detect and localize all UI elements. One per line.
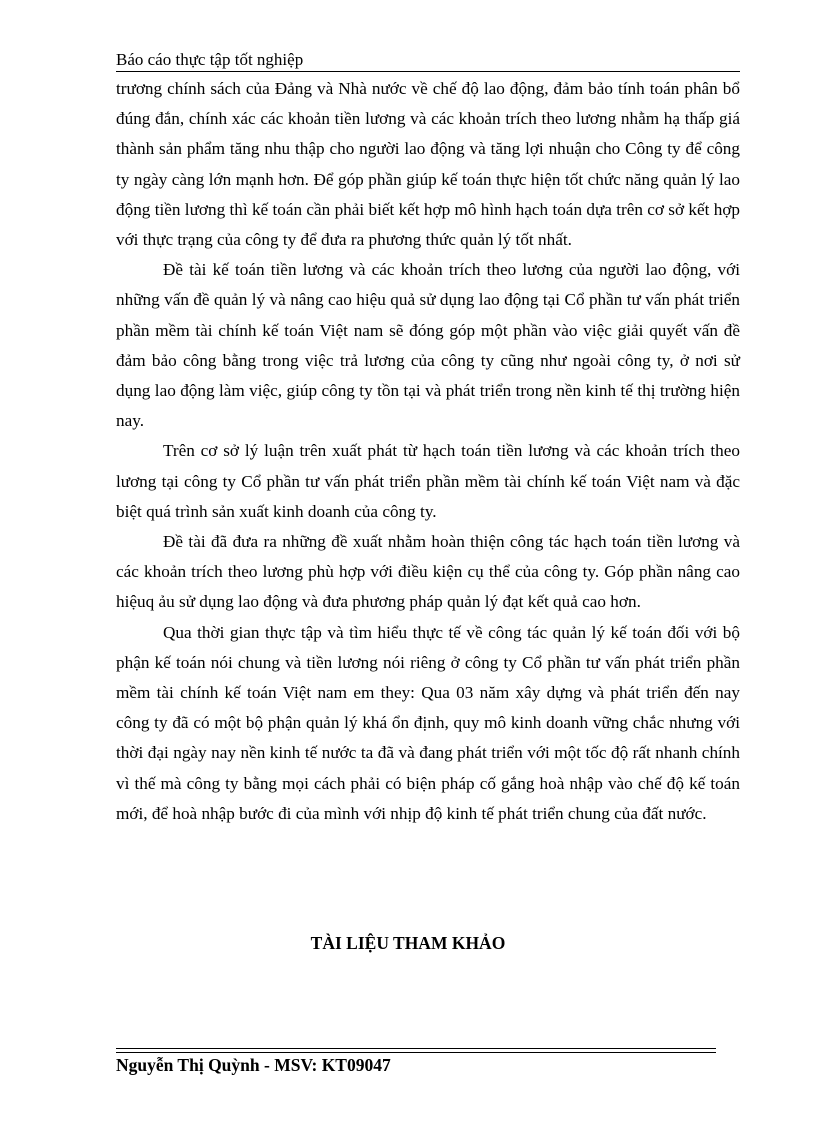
- footer-author: Nguyễn Thị Quỳnh - MSV: KT09047: [116, 1055, 391, 1075]
- header-title: Báo cáo thực tập tốt nghiệp: [116, 50, 304, 69]
- paragraph-continued: trương chính sách của Đảng và Nhà nước về chế độ lao động, đảm bảo tính toán phân bổ đúng đắn, chính xác các khoản tiền lương và các khoản trích theo lương nhằm hạ thấp giá thành sản phẩm tăng nhu thập cho người lao động và tăng lợi nhuận cho Công ty để công ty ngày càng lớn mạnh hơn. Để góp phần giúp kế toán thực hiện tốt chức năng quản lý lao động tiền lương thì kế toán cần phải biết kết hợp mô hình hạch toán dựa trên cơ sở kết hợp với thực trạng của công ty để đưa ra phương thức quản lý tốt nhất.: [116, 79, 740, 250]
- paragraph: Đề tài kế toán tiền lương và các khoản trích theo lương của người lao động, với những vấn đề quản lý và nâng cao hiệu quả sử dụng lao động tại Cổ phần tư vấn phát triển phần mềm tài chính kế toán Việt nam sẽ đóng góp một phần vào việc giải quyết vấn đề đảm bảo công bằng trong việc trả lương của công ty cũng như ngoài công ty, ở nơi sử dụng lao động làm việc, giúp công ty tồn tại và phát triển trong nền kinh tế thị trường hiện nay.: [116, 260, 740, 431]
- body-text: [116, 74, 740, 829]
- paragraph: Đề tài đã đưa ra những đề xuất nhằm hoàn thiện công tác hạch toán tiền lương và các khoản trích theo lương phù hợp với điều kiện cụ thể của công ty. Góp phần nâng cao hiệuq ảu sử dụng lao động và đưa phương pháp quản lý đạt kết quả cao hơn.: [116, 532, 740, 612]
- references-heading: TÀI LIỆU THAM KHẢO: [310, 933, 506, 953]
- paragraph: Qua thời gian thực tập và tìm hiểu thực tế về công tác quản lý kế toán đối với bộ phận kế toán nói chung và tiền lương nói riêng ở công ty Cổ phần tư vấn phát triển phần mềm tài chính kế toán Việt nam em they: Qua 03 năm xây dựng và phát triển đến nay công ty đã có một bộ phận quản lý khá ổn định, quy mô kinh doanh vững chắc nhưng với thời đại ngày nay nền kinh tế nước ta đã và đang phát triển với một tốc độ rất nhanh chính vì thế mà công ty bằng mọi cách phải có biện pháp cố gắng hoà nhập vào chế độ kế toán mới, để hoà nhập bước đi của mình với nhịp độ kinh tế phát triển chung của đất nước.: [116, 622, 740, 823]
- header-divider: [116, 71, 740, 72]
- footer-divider: [116, 1048, 716, 1053]
- paragraph: Trên cơ sở lý luận trên xuất phát từ hạch toán tiền lương và các khoản trích theo lương tại công ty Cổ phần tư vấn phát triển phần mềm tài chính kế toán Việt nam và đặc biệt quá trình sản xuất kinh doanh của công ty.: [116, 441, 740, 521]
